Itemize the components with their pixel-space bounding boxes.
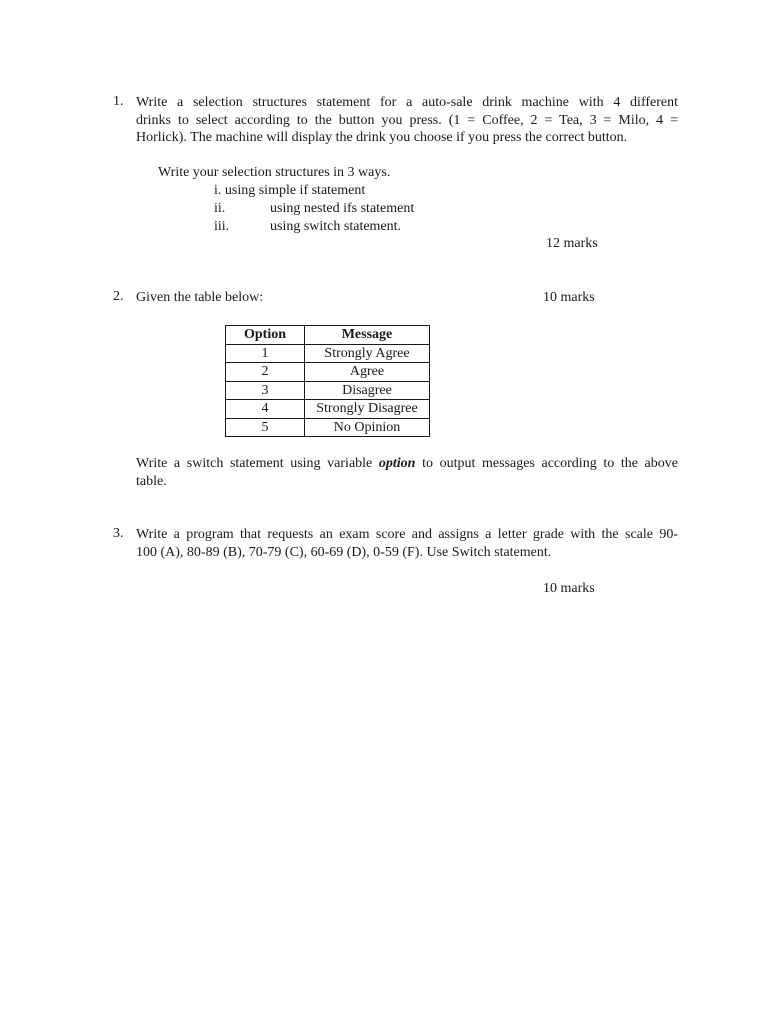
question-2-instruction-line-1 xyxy=(136,455,678,473)
question-3-line-2: 100 (A), 80-89 (B), 70-79 (C), 60-69 (D), 0-59 (F). Use Switch statement. xyxy=(136,544,552,560)
question-2-instruction-line-2: table. xyxy=(136,473,167,489)
way-2-numeral: ii. xyxy=(214,201,226,216)
question-1-line-2: drinks to select according to the button you press. (1 = Coffee, 2 = Tea, 3 = Milo, 4 = xyxy=(136,112,678,128)
table-header-option: Option xyxy=(226,326,305,345)
question-2-keyword: option xyxy=(378,456,416,471)
table-header-row xyxy=(226,326,430,345)
table-header-message: Message xyxy=(305,326,430,345)
way-2-text: using nested ifs statement xyxy=(270,201,415,216)
way-1-numeral: i. xyxy=(214,183,222,198)
way-1-text: using simple if statement xyxy=(224,183,366,198)
way-1 xyxy=(214,182,365,200)
table-cell-option: 2 xyxy=(226,363,305,382)
table-cell-message: Disagree xyxy=(305,381,430,400)
table-cell-option: 5 xyxy=(226,418,305,437)
table-row xyxy=(226,418,430,437)
table-cell-option: 3 xyxy=(226,381,305,400)
question-1-number: 1. xyxy=(113,94,124,109)
options-table xyxy=(225,325,430,437)
table-cell-message: Strongly Agree xyxy=(305,344,430,363)
question-1-line-3: Horlick). The machine will display the drink you choose if you press the correct button. xyxy=(136,130,628,145)
table-cell-message: Agree xyxy=(305,363,430,382)
table-row xyxy=(226,400,430,419)
question-2-text-before: Write a switch statement using variable xyxy=(136,456,379,471)
way-3-text: using switch statement. xyxy=(270,218,402,234)
table-cell-option: 4 xyxy=(226,400,305,419)
table-cell-option: 1 xyxy=(226,344,305,363)
question-3-number: 3. xyxy=(113,526,124,541)
table-row xyxy=(226,344,430,363)
question-1-line-1: Write a selection structures statement for a auto-sale drink machine with 4 different xyxy=(136,95,678,110)
table-cell-message: No Opinion xyxy=(305,418,430,437)
table-row xyxy=(226,381,430,400)
question-1-instruction: Write your selection structures in 3 ways. xyxy=(158,165,391,180)
question-3-line-1: Write a program that requests an exam score and assigns a letter grade with the scale 90- xyxy=(136,527,678,542)
question-2-text-after: to output messages according to the above xyxy=(415,456,678,471)
question-2-intro: Given the table below: xyxy=(136,290,264,305)
question-1-marks: 12 marks xyxy=(546,236,598,251)
table-row xyxy=(226,363,430,382)
question-2-marks: 10 marks xyxy=(543,290,595,305)
question-2-number: 2. xyxy=(113,289,124,304)
table-cell-message: Strongly Disagree xyxy=(305,400,430,419)
way-3-numeral: iii. xyxy=(214,218,230,234)
question-3-marks: 10 marks xyxy=(543,581,595,596)
